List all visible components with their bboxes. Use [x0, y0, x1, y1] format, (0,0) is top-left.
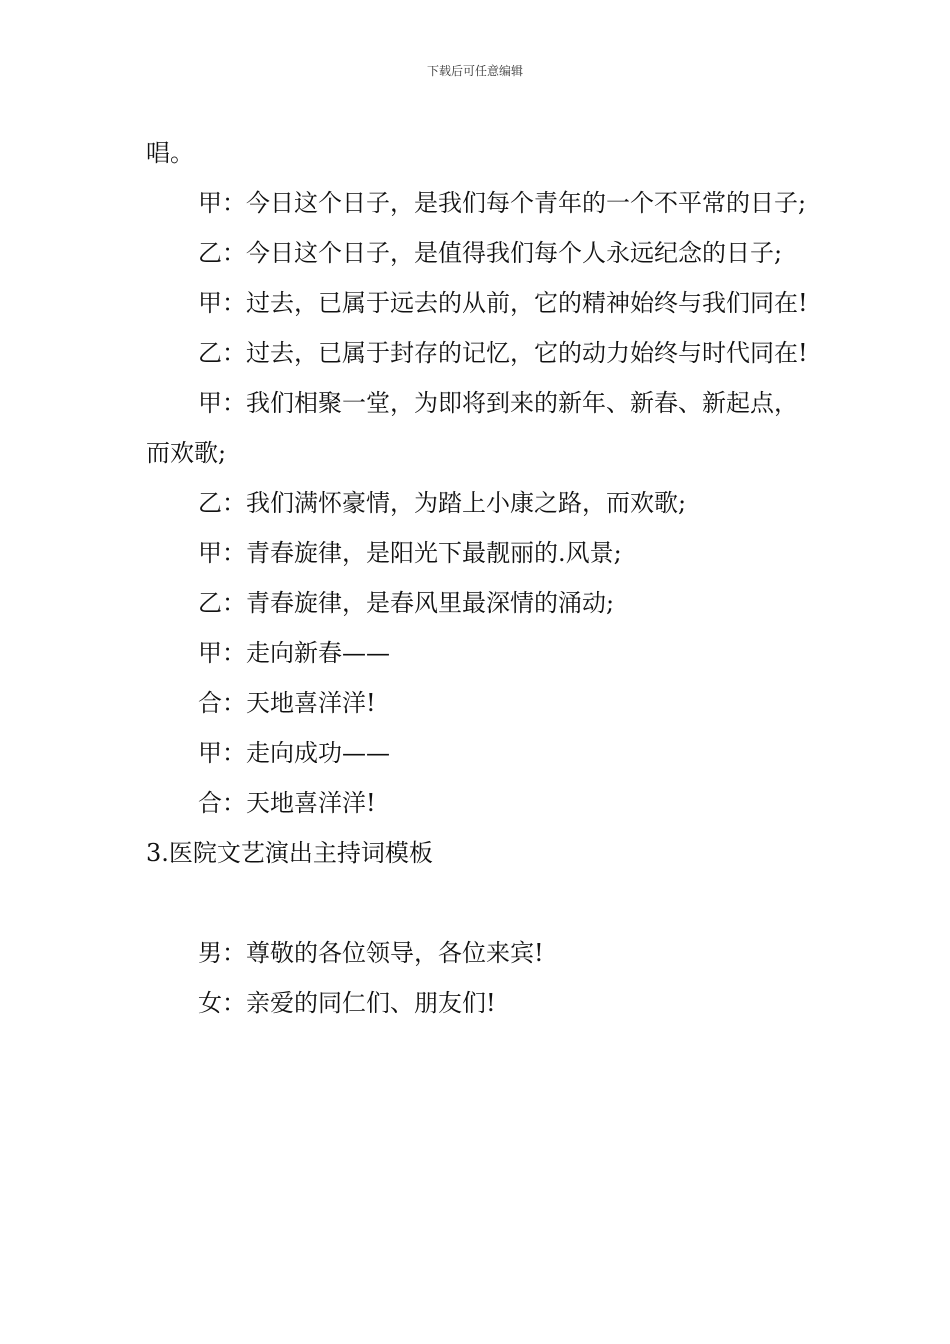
- dialogue-line: 甲：走向新春——: [198, 639, 390, 667]
- dialogue-line: 甲：过去，已属于远去的从前，它的精神始终与我们同在!: [198, 289, 808, 317]
- dialogue-line: 合：天地喜洋洋!: [198, 789, 376, 817]
- dialogue-line: 乙：过去，已属于封存的记忆，它的动力始终与时代同在!: [198, 339, 808, 367]
- section-spacer: [146, 878, 808, 928]
- dialogue-line: 甲：青春旋律，是阳光下最靓丽的.风景;: [198, 539, 622, 567]
- dialogue-line: 甲：走向成功——: [198, 739, 390, 767]
- dialogue-line: 合：天地喜洋洋!: [198, 689, 376, 717]
- dialogue-line: 男：尊敬的各位领导，各位来宾!: [198, 939, 544, 967]
- dialogue-line: 甲：我们相聚一堂，为即将到来的新年、新春、新起点，而欢歌;: [146, 389, 798, 467]
- dialogue-line: 甲：今日这个日子，是我们每个青年的一个不平常的日子;: [198, 189, 807, 217]
- dialogue-line: 乙：我们满怀豪情，为踏上小康之路，而欢歌;: [198, 489, 687, 517]
- dialogue-line: 女：亲爱的同仁们、朋友们!: [198, 989, 496, 1017]
- dialogue-line: 乙：今日这个日子，是值得我们每个人永远纪念的日子;: [198, 239, 783, 267]
- dialogue-line: 乙：青春旋律，是春风里最深情的涌动;: [198, 589, 615, 617]
- page-header-note: 下载后可任意编辑: [426, 64, 523, 78]
- paragraph-continuation: 唱。: [146, 139, 194, 167]
- document-body: [146, 128, 808, 1028]
- section-heading: 3.医院文艺演出主持词模板: [146, 839, 433, 867]
